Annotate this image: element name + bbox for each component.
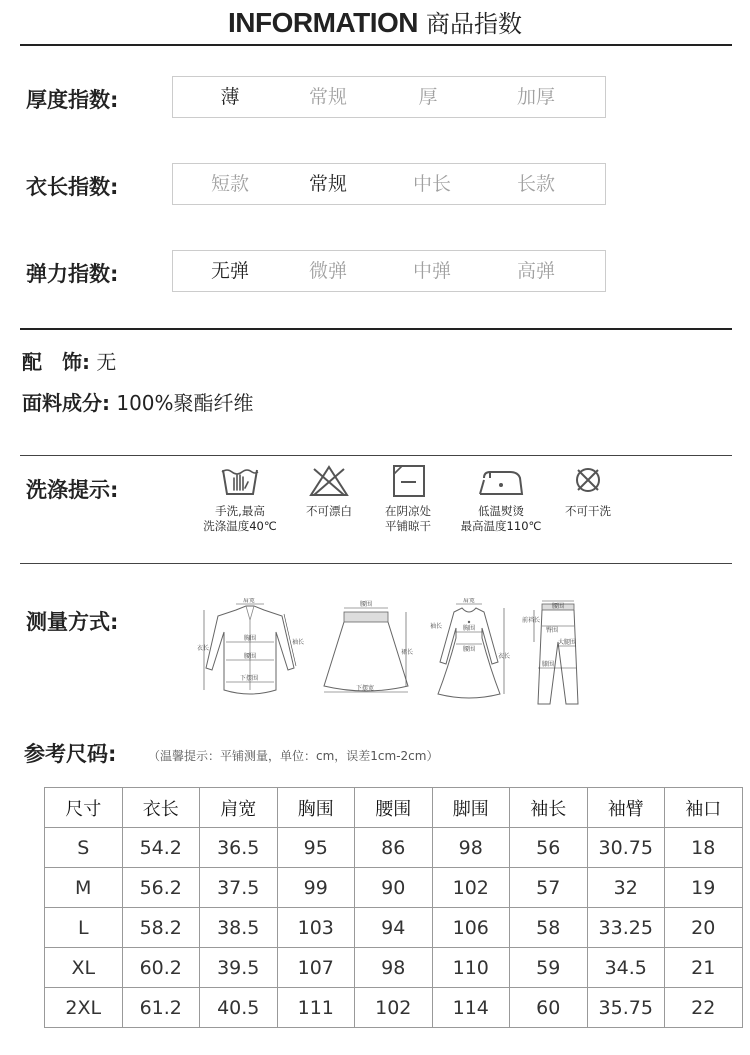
table-cell: 19 [665, 868, 743, 908]
shirt-measure-diagram [196, 598, 304, 704]
table-cell: 39.5 [200, 948, 278, 988]
care-text: 平铺晾干 [385, 519, 431, 533]
shirt-hem-label: 下摆围 [240, 675, 259, 682]
pants-hip-label: 臀围 [546, 627, 559, 634]
table-cell: 38.5 [200, 908, 278, 948]
thickness-index-label: 厚度指数: [26, 88, 119, 112]
table-cell: 22 [665, 988, 743, 1028]
section-divider [20, 328, 732, 330]
skirt-measure-diagram [318, 598, 414, 704]
section-divider [20, 455, 732, 456]
table-cell: 30.75 [587, 828, 665, 868]
table-cell: 58.2 [122, 908, 200, 948]
length-index-label: 衣长指数: [26, 175, 119, 199]
table-cell: 106 [432, 908, 510, 948]
stretch-option: 中弹 [412, 260, 451, 282]
dress-chest-label: 胸围 [463, 625, 476, 632]
no-bleach-icon [307, 464, 351, 498]
table-cell: 56 [510, 828, 588, 868]
dress-shoulder-label: 肩宽 [463, 598, 476, 604]
thickness-option: 常规 [308, 86, 347, 108]
table-cell: 40.5 [200, 988, 278, 1028]
page-header [0, 4, 750, 39]
table-cell: 107 [277, 948, 355, 988]
table-cell: M [45, 868, 123, 908]
length-index-scale [172, 163, 606, 205]
skirt-hem-label: 下摆宽 [356, 685, 375, 692]
length-option: 长款 [516, 173, 555, 195]
table-cell: 20 [665, 908, 743, 948]
low-iron-icon [476, 464, 526, 498]
table-cell: XL [45, 948, 123, 988]
care-text: 在阴凉处 [385, 504, 431, 518]
length-option: 中长 [412, 173, 451, 195]
thickness-index-scale [172, 76, 606, 118]
size-note: （温馨提示：平铺测量，单位：cm，误差1cm-2cm） [148, 749, 439, 763]
care-item-low-iron [451, 464, 551, 534]
table-cell: 61.2 [122, 988, 200, 1028]
size-table [44, 787, 743, 1028]
accessory-value: 无 [96, 350, 117, 374]
measure-label: 测量方式: [26, 610, 119, 634]
header-cell: 肩宽 [200, 788, 278, 828]
table-cell: 103 [277, 908, 355, 948]
thickness-option: 厚 [418, 86, 438, 108]
care-item-hand-wash [190, 464, 290, 534]
stretch-option: 高弹 [516, 260, 555, 282]
shirt-chest-label: 胸围 [244, 635, 257, 642]
table-row [45, 828, 743, 868]
accessory-row [22, 346, 116, 375]
material-row [22, 387, 254, 416]
care-text: 洗涤温度40℃ [203, 519, 277, 533]
table-cell: 54.2 [122, 828, 200, 868]
table-cell: 114 [432, 988, 510, 1028]
table-cell: 99 [277, 868, 355, 908]
table-cell: 110 [432, 948, 510, 988]
table-row [45, 868, 743, 908]
table-cell: 57 [510, 868, 588, 908]
header-cell: 袖口 [665, 788, 743, 828]
table-cell: 102 [355, 988, 433, 1028]
stretch-index-label: 弹力指数: [26, 262, 119, 286]
table-cell: 58 [510, 908, 588, 948]
header-title-cn: 商品指数 [425, 10, 522, 38]
care-item-dry-flat [358, 464, 458, 534]
stretch-index-scale [172, 250, 606, 292]
table-cell: 33.25 [587, 908, 665, 948]
table-cell: 56.2 [122, 868, 200, 908]
table-cell: 102 [432, 868, 510, 908]
skirt-waist-label: 腰围 [360, 601, 373, 608]
table-cell: 21 [665, 948, 743, 988]
shirt-length-label: 衣长 [197, 645, 210, 652]
header-cell: 脚围 [432, 788, 510, 828]
table-cell: 60 [510, 988, 588, 1028]
stretch-option: 微弹 [308, 260, 347, 282]
dress-length-label: 衣长 [498, 653, 510, 660]
header-cell: 尺寸 [45, 788, 123, 828]
shirt-shoulder-label: 肩宽 [243, 598, 256, 604]
header-divider [20, 44, 732, 46]
dress-waist-label: 腰围 [463, 646, 476, 653]
pants-measure-diagram [522, 598, 588, 710]
size-title: 参考尺码: [24, 742, 117, 766]
thickness-option: 加厚 [516, 86, 555, 108]
dry-flat-shade-icon [386, 464, 430, 498]
table-cell: 111 [277, 988, 355, 1028]
table-cell: 35.75 [587, 988, 665, 1028]
table-cell: 18 [665, 828, 743, 868]
dress-measure-diagram [428, 598, 510, 706]
care-text: 低温熨烫 [478, 504, 524, 518]
table-row [45, 988, 743, 1028]
accessory-label: 配 饰: [22, 350, 90, 374]
care-item-no-dry-clean [538, 464, 638, 519]
care-text: 手洗,最高 [215, 504, 265, 518]
length-option: 常规 [308, 173, 347, 195]
table-cell: 36.5 [200, 828, 278, 868]
material-label: 面料成分: [22, 391, 110, 415]
table-cell: S [45, 828, 123, 868]
header-title-en: INFORMATION [228, 7, 418, 38]
skirt-length-label: 裙长 [401, 649, 414, 656]
dress-sleeve-label: 袖长 [430, 623, 443, 630]
table-row [45, 908, 743, 948]
header-cell: 腰围 [355, 788, 433, 828]
care-text: 不可漂白 [306, 504, 352, 518]
table-cell: 98 [355, 948, 433, 988]
table-cell: 60.2 [122, 948, 200, 988]
stretch-option: 无弹 [210, 260, 249, 282]
material-value: 100%聚酯纤维 [116, 391, 254, 415]
care-text: 不可干洗 [565, 504, 611, 518]
header-cell: 衣长 [122, 788, 200, 828]
section-divider [20, 563, 732, 564]
table-cell: L [45, 908, 123, 948]
table-cell: 86 [355, 828, 433, 868]
size-table-header [45, 788, 743, 828]
table-cell: 98 [432, 828, 510, 868]
header-cell: 胸围 [277, 788, 355, 828]
thickness-option: 薄 [220, 86, 240, 108]
shirt-sleeve-label: 袖长 [292, 639, 304, 646]
table-cell: 59 [510, 948, 588, 988]
pants-knee-label: 膝围 [542, 661, 555, 668]
table-cell: 37.5 [200, 868, 278, 908]
shirt-waist-label: 腰围 [244, 653, 257, 660]
table-cell: 32 [587, 868, 665, 908]
length-option: 短款 [210, 173, 249, 195]
table-row [45, 948, 743, 988]
care-text: 最高温度110℃ [460, 519, 542, 533]
table-cell: 90 [355, 868, 433, 908]
header-cell: 袖长 [510, 788, 588, 828]
pants-rise-label: 前裆长 [522, 617, 541, 624]
table-cell: 2XL [45, 988, 123, 1028]
table-cell: 34.5 [587, 948, 665, 988]
table-cell: 94 [355, 908, 433, 948]
hand-wash-icon [218, 464, 262, 498]
table-cell: 95 [277, 828, 355, 868]
header-cell: 袖臂 [587, 788, 665, 828]
pants-waist-label: 腰围 [552, 603, 565, 610]
care-label: 洗涤提示: [26, 478, 119, 502]
pants-thigh-label: 大腿围 [558, 639, 577, 646]
no-dry-clean-icon [566, 464, 610, 498]
